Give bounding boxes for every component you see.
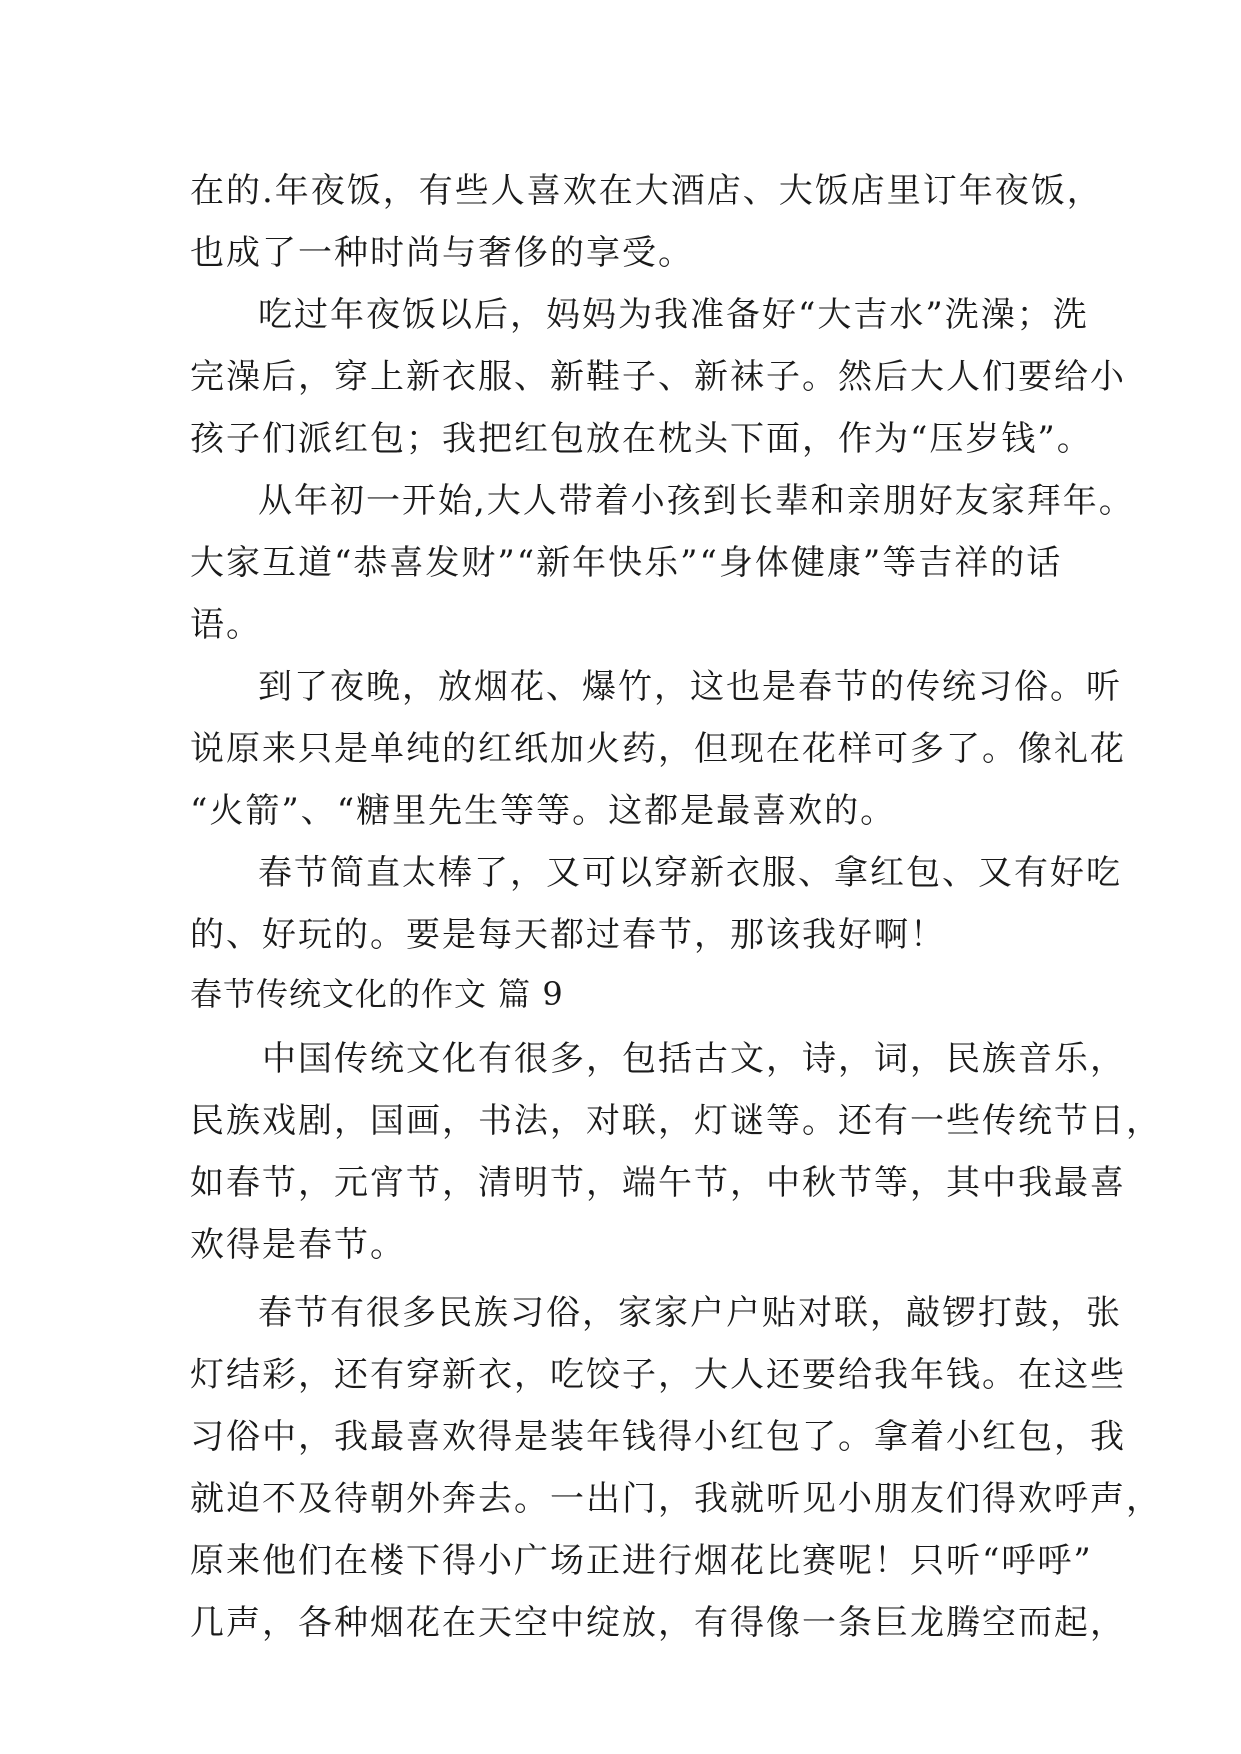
text-line: 习俗中，我最喜欢得是装年钱得小红包了。拿着小红包，我 xyxy=(190,1417,1126,1457)
paragraph-1 xyxy=(190,160,1103,284)
text-line: 吃过年夜饭以后，妈妈为我准备好“大吉水”洗澡；洗 xyxy=(258,295,1089,335)
text-line: 到了夜晚，放烟花、爆竹，这也是春节的传统习俗。听 xyxy=(258,667,1122,707)
text-line: 在的.年夜饭，有些人喜欢在大酒店、大饭店里订年夜饭， xyxy=(190,171,1103,211)
text-line: 如春节，元宵节，清明节，端午节，中秋节等，其中我最喜 xyxy=(190,1163,1126,1203)
paragraph-4 xyxy=(190,656,1126,842)
text-line: 就迫不及待朝外奔去。一出门，我就听见小朋友们得欢呼声， xyxy=(190,1479,1162,1519)
text-line: 的、好玩的。要是每天都过春节，那该我好啊！ xyxy=(190,915,946,955)
text-line: 完澡后，穿上新衣服、新鞋子、新袜子。然后大人们要给小 xyxy=(190,357,1126,397)
text-line: “火箭”、“糖里先生等等。这都是最喜欢的。 xyxy=(190,791,897,831)
text-line: 大家互道“恭喜发财”“新年快乐”“身体健康”等吉祥的话 xyxy=(190,543,1063,583)
text-line: 中国传统文化有很多，包括古文，诗，词，民族音乐， xyxy=(262,1039,1126,1079)
text-line: 语。 xyxy=(190,605,262,645)
paragraph-2 xyxy=(190,284,1126,470)
text-line: 原来他们在楼下得小广场正进行烟花比赛呢！只听“呼呼” xyxy=(190,1541,1093,1581)
section-heading: 春节传统文化的作文 篇 9 xyxy=(190,975,564,1013)
text-line: 春节有很多民族习俗，家家户户贴对联，敲锣打鼓，张 xyxy=(258,1293,1122,1333)
paragraph-6 xyxy=(190,1028,1162,1276)
text-line: 孩子们派红包；我把红包放在枕头下面，作为“压岁钱”。 xyxy=(190,419,1093,459)
paragraph-7 xyxy=(190,1282,1162,1654)
text-line: 欢得是春节。 xyxy=(190,1225,406,1265)
paragraph-5 xyxy=(190,842,1122,966)
text-line: 说原来只是单纯的红纸加火药，但现在花样可多了。像礼花 xyxy=(190,729,1126,769)
text-line: 也成了一种时尚与奢侈的享受。 xyxy=(190,233,694,273)
text-line: 春节简直太棒了，又可以穿新衣服、拿红包、又有好吃 xyxy=(258,853,1122,893)
text-line: 从年初一开始,大人带着小孩到长辈和亲朋好友家拜年。 xyxy=(258,481,1135,521)
document-page xyxy=(190,160,1162,1654)
paragraph-3 xyxy=(190,470,1135,656)
text-line: 民族戏剧，国画，书法，对联，灯谜等。还有一些传统节日， xyxy=(190,1101,1162,1141)
text-line: 灯结彩，还有穿新衣，吃饺子，大人还要给我年钱。在这些 xyxy=(190,1355,1126,1395)
text-line: 几声，各种烟花在天空中绽放，有得像一条巨龙腾空而起， xyxy=(190,1603,1126,1643)
